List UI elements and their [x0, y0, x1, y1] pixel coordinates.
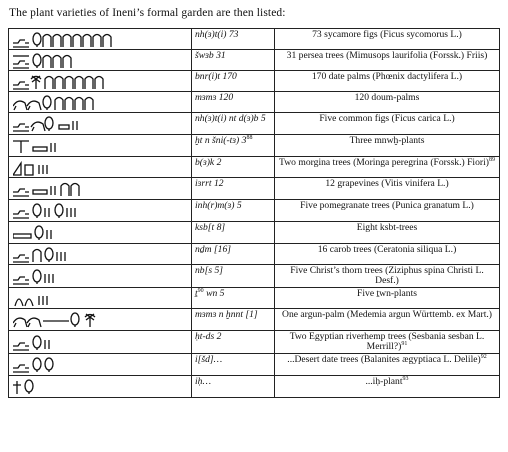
transliteration-cell	[192, 376, 275, 398]
transliteration-cell	[192, 354, 275, 376]
hieroglyph-cell	[9, 200, 192, 222]
transliteration-text: nḏm [16]	[195, 244, 231, 255]
footnote-marker: 91	[401, 340, 408, 347]
transliteration-text: iɜrrt 12	[195, 178, 224, 189]
transliteration-cell	[192, 113, 275, 135]
translation-text: Five common figs (Ficus carica L.)	[319, 113, 455, 124]
translation-text: Five Christ’s thorn trees (Ziziphus spina Christi L. Desf.)	[290, 265, 484, 286]
hieroglyph-icon	[13, 202, 173, 219]
transliteration-cell	[192, 331, 275, 354]
table-row	[9, 331, 500, 354]
translation-text: 73 sycamore figs (Ficus sycomorus L.)	[312, 29, 462, 40]
transliteration-text: ḫt n šni(-tɜ) 3	[195, 135, 247, 146]
transliteration-cell	[192, 222, 275, 244]
transliteration-cell	[192, 178, 275, 200]
transliteration-cell	[192, 50, 275, 71]
table-row	[9, 29, 500, 50]
translation-text: 120 doum-palms	[354, 92, 420, 103]
table-row	[9, 309, 500, 331]
table-row	[9, 71, 500, 92]
translation-cell	[275, 200, 500, 222]
hieroglyph-cell	[9, 354, 192, 376]
hieroglyph-icon	[13, 224, 173, 241]
plant-list-table	[8, 28, 500, 398]
hieroglyph-cell	[9, 178, 192, 200]
transliteration-text: nh(ɜ)t(i) nt d(ɜ)b 5	[195, 113, 266, 124]
hieroglyph-cell	[9, 265, 192, 288]
translation-cell	[275, 331, 500, 354]
translation-text: 12 grapevines (Vitis vinifera L.)	[325, 178, 449, 189]
transliteration-cell	[192, 71, 275, 92]
transliteration-text: šwɜb 31	[195, 50, 226, 61]
transliteration-text: inh(r)m(ɜ) 5	[195, 200, 242, 211]
hieroglyph-icon	[13, 180, 173, 197]
transliteration-cell	[192, 244, 275, 265]
transliteration-cell	[192, 135, 275, 157]
translation-text: One argun-palm (Medemia argun Württemb. ex Mart.)	[282, 309, 492, 320]
transliteration-text: b(ɜ)k 2	[195, 157, 222, 168]
hieroglyph-cell	[9, 50, 192, 71]
hieroglyph-icon	[13, 246, 173, 263]
translation-text: Five ṯwn-plants	[357, 288, 417, 299]
transliteration-text: wn 5	[203, 288, 225, 299]
intro-sentence: The plant varieties of Ineni’s formal garden are then listed:	[9, 7, 286, 19]
transliteration-text: bnr(i)t 170	[195, 71, 237, 82]
footnote-marker: 92	[480, 353, 487, 360]
hieroglyph-icon	[13, 52, 173, 69]
translation-text: 16 carob trees (Ceratonia siliqua L.)	[317, 244, 457, 255]
hieroglyph-icon	[13, 115, 173, 132]
transliteration-cell	[192, 200, 275, 222]
table-row	[9, 288, 500, 309]
transliteration-cell	[192, 309, 275, 331]
transliteration-text: i[šd]…	[195, 354, 223, 365]
table-row	[9, 354, 500, 376]
translation-cell	[275, 265, 500, 288]
table-row	[9, 376, 500, 398]
hieroglyph-icon	[13, 31, 173, 48]
table-row	[9, 50, 500, 71]
translation-text: Two morgina trees (Moringa peregrina (Forssk.) Fiori)	[279, 157, 489, 168]
translation-text: Five pomegranate trees (Punica granatum L.)	[300, 200, 474, 211]
hieroglyph-icon	[13, 268, 173, 285]
translation-text: 170 date palms (Phœnix dactylifera L.)	[311, 71, 463, 82]
table-row	[9, 157, 500, 178]
translation-text: 31 persea trees (Mimusops laurifolia (Forssk.) Friis)	[286, 50, 488, 61]
translation-cell	[275, 50, 500, 71]
hieroglyph-cell	[9, 113, 192, 135]
hieroglyph-cell	[9, 331, 192, 354]
translation-cell	[275, 135, 500, 157]
translation-text: ...Desert date trees (Balanites ægyptiaca L. Delile)	[287, 354, 481, 365]
hieroglyph-icon	[13, 290, 173, 307]
table-row	[9, 92, 500, 113]
footnote-marker: 93	[402, 375, 409, 382]
translation-cell	[275, 157, 500, 178]
transliteration-text: mɜmɜ 120	[195, 92, 234, 103]
hieroglyph-icon	[13, 356, 173, 373]
translation-cell	[275, 29, 500, 50]
transliteration-cell	[192, 92, 275, 113]
transliteration-cell	[192, 157, 275, 178]
transliteration-text: mɜmɜ n ḫnnt [1]	[195, 309, 258, 320]
hieroglyph-icon	[13, 334, 173, 351]
footnote-marker: 90	[197, 287, 204, 294]
hieroglyph-cell	[9, 222, 192, 244]
hieroglyph-icon	[13, 137, 173, 154]
footnote-marker: 89	[488, 156, 495, 163]
translation-cell	[275, 376, 500, 398]
hieroglyph-cell	[9, 376, 192, 398]
translation-cell	[275, 354, 500, 376]
table-row	[9, 222, 500, 244]
transliteration-text: ḥt-ds 2	[195, 331, 222, 342]
translation-cell	[275, 71, 500, 92]
transliteration-text: nh(ɜ)t(i) 73	[195, 29, 239, 40]
footnote-marker: 88	[246, 134, 253, 141]
translation-text: Three mnwḫ-plants	[349, 135, 425, 146]
table-row	[9, 135, 500, 157]
translation-cell	[275, 309, 500, 331]
hieroglyph-cell	[9, 157, 192, 178]
transliteration-text: ṯ	[195, 288, 198, 299]
table-row	[9, 178, 500, 200]
hieroglyph-icon	[13, 311, 173, 328]
hieroglyph-icon	[13, 159, 173, 176]
table-row	[9, 244, 500, 265]
translation-cell	[275, 244, 500, 265]
transliteration-text: ksb[t 8]	[195, 222, 226, 233]
translation-cell	[275, 222, 500, 244]
translation-cell	[275, 288, 500, 309]
translation-text: Two Egyptian riverhemp trees (Sesbania sesban L. Merrill?)	[289, 331, 485, 352]
translation-text: ...iḥ-plant	[365, 376, 403, 387]
hieroglyph-icon	[13, 94, 173, 111]
transliteration-cell	[192, 265, 275, 288]
hieroglyph-cell	[9, 309, 192, 331]
table-row	[9, 113, 500, 135]
hieroglyph-cell	[9, 29, 192, 50]
table-row	[9, 265, 500, 288]
transliteration-cell	[192, 288, 275, 309]
hieroglyph-cell	[9, 92, 192, 113]
translation-cell	[275, 178, 500, 200]
transliteration-text: nb[s 5]	[195, 265, 223, 276]
hieroglyph-cell	[9, 135, 192, 157]
translation-cell	[275, 92, 500, 113]
translation-text: Eight ksbt-trees	[356, 222, 418, 233]
hieroglyph-icon	[13, 378, 173, 395]
hieroglyph-icon	[13, 73, 173, 90]
hieroglyph-cell	[9, 244, 192, 265]
hieroglyph-cell	[9, 288, 192, 309]
transliteration-cell	[192, 29, 275, 50]
hieroglyph-cell	[9, 71, 192, 92]
table-row	[9, 200, 500, 222]
transliteration-text: iḥ…	[195, 376, 211, 387]
translation-cell	[275, 113, 500, 135]
